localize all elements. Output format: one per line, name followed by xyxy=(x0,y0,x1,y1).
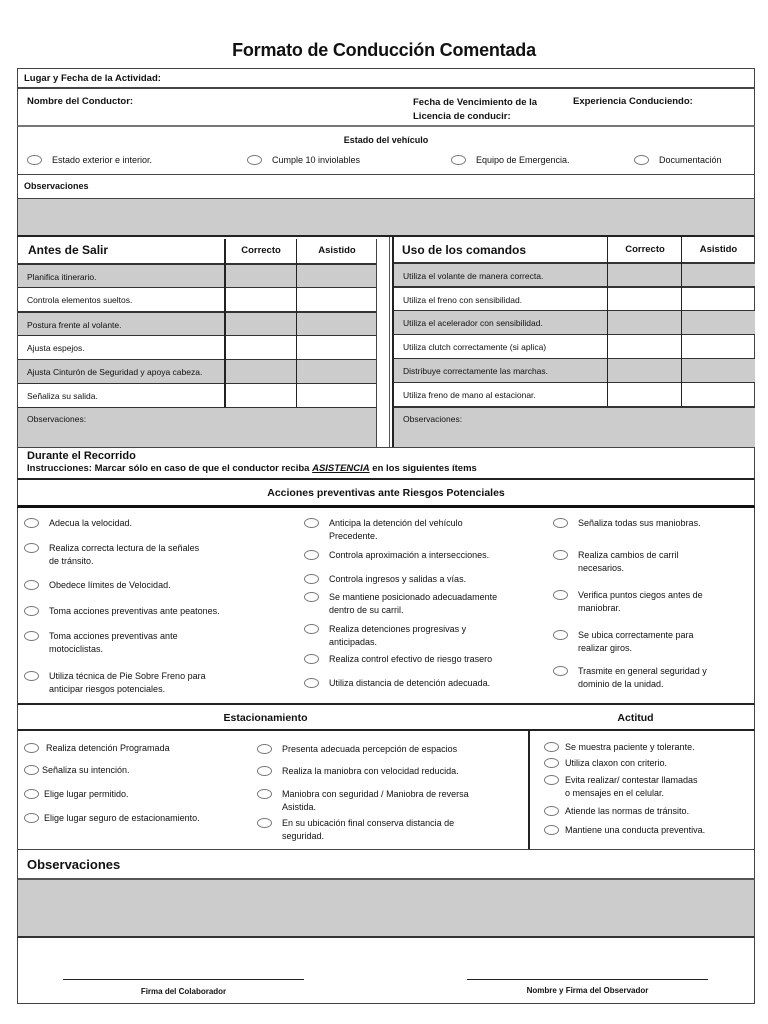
radio-circle-icon[interactable] xyxy=(304,624,319,634)
radio-circle-icon[interactable] xyxy=(304,550,319,560)
antes-de-salir-table xyxy=(17,237,376,447)
fecha-vencimiento-label xyxy=(413,96,537,124)
item-label: Realiza detenciones progresivas y anticipadas. xyxy=(329,624,467,647)
instructions-emphasis: ASISTENCIA xyxy=(312,463,370,474)
item-label: Trasmite en general seguridad y dominio de la unidad. xyxy=(578,666,707,689)
item-label: Controla aproximación a intersecciones. xyxy=(329,550,490,560)
item-label: Se ubica correctamente para realizar giros. xyxy=(578,630,694,653)
item-label: Toma acciones preventivas ante peatones. xyxy=(49,606,220,616)
checklist-item[interactable] xyxy=(24,605,220,618)
checklist-item[interactable] xyxy=(257,765,459,778)
estado-option-emergencia[interactable] xyxy=(451,154,570,167)
checklist-item[interactable] xyxy=(304,623,466,649)
page-title: Formato de Conducción Comentada xyxy=(232,40,536,60)
actitud-item[interactable] xyxy=(544,757,667,770)
instructions-text: Instrucciones: Marcar sólo en caso de que el conductor reciba xyxy=(27,463,313,474)
item-label: Atiende las normas de tránsito. xyxy=(565,806,690,816)
item-label: Realiza la maniobra con velocidad reducida. xyxy=(282,766,459,776)
item-label: Utiliza distancia de detención adecuada. xyxy=(329,678,491,688)
checklist-item[interactable] xyxy=(24,670,206,696)
item-label: Se muestra paciente y tolerante. xyxy=(565,742,695,752)
checklist-item[interactable] xyxy=(24,630,178,656)
checklist-item[interactable] xyxy=(24,788,129,801)
table-row xyxy=(394,334,755,358)
signature-area xyxy=(17,938,755,1004)
radio-circle-icon[interactable] xyxy=(304,654,319,664)
checklist-item[interactable] xyxy=(553,665,707,691)
observaciones-vehiculo-field[interactable] xyxy=(17,199,755,237)
radio-circle-icon[interactable] xyxy=(544,775,559,785)
radio-circle-icon[interactable] xyxy=(451,155,466,165)
uso-comandos-heading: Uso de los comandos xyxy=(402,243,527,257)
checklist-item[interactable] xyxy=(553,517,701,530)
acciones-preventivas-heading: Acciones preventivas ante Riesgos Potenciales xyxy=(267,487,505,499)
radio-circle-icon[interactable] xyxy=(24,518,39,528)
checklist-item[interactable] xyxy=(24,517,132,530)
radio-circle-icon[interactable] xyxy=(257,766,272,776)
actitud-item[interactable] xyxy=(544,774,698,800)
table-row xyxy=(394,286,755,310)
table-row xyxy=(18,359,377,383)
actitud-item[interactable] xyxy=(544,824,705,837)
radio-circle-icon[interactable] xyxy=(304,678,319,688)
option-label: Documentación xyxy=(659,155,722,165)
row-label: Utiliza el freno con sensibilidad. xyxy=(403,295,523,305)
item-label: Toma acciones preventivas ante motociclistas. xyxy=(49,631,178,654)
row-label: Distribuye correctamente las marchas. xyxy=(403,366,549,376)
row-label: Controla elementos sueltos. xyxy=(27,295,133,305)
table-row xyxy=(394,358,755,382)
radio-circle-icon[interactable] xyxy=(304,592,319,602)
instructions-text: en los siguientes ítems xyxy=(369,463,477,474)
conductor-info-row xyxy=(17,89,755,127)
checklist-item[interactable] xyxy=(24,742,170,755)
fecha-vencimiento-line1: Fecha de Vencimiento de la xyxy=(413,97,538,108)
row-label: Ajusta espejos. xyxy=(27,343,85,353)
estado-vehiculo-section xyxy=(17,127,755,175)
item-label: Presenta adecuada percepción de espacios xyxy=(282,744,458,754)
item-label: Realiza detención Programada xyxy=(46,743,170,753)
radio-circle-icon[interactable] xyxy=(247,155,262,165)
observaciones-label: Observaciones xyxy=(24,181,89,191)
item-label: Mantiene una conducta preventiva. xyxy=(565,825,706,835)
table-row xyxy=(18,287,377,311)
checklist-item[interactable] xyxy=(553,549,679,575)
col-asistido: Asistido xyxy=(699,244,738,255)
row-label: Planifica itinerario. xyxy=(27,272,97,282)
table-row xyxy=(18,383,377,407)
col-correcto: Correcto xyxy=(625,244,665,255)
uso-observaciones-field[interactable] xyxy=(394,406,755,447)
item-label: Obedece límites de Velocidad. xyxy=(49,580,171,590)
radio-circle-icon[interactable] xyxy=(544,825,559,835)
firma-colaborador-label: Firma del Colaborador xyxy=(140,987,227,996)
estacionamiento-heading: Estacionamiento xyxy=(223,712,308,724)
estado-vehiculo-heading: Estado del vehículo xyxy=(343,135,429,145)
observaciones-vehiculo-header xyxy=(17,175,755,199)
checklist-item[interactable] xyxy=(304,517,463,543)
row-label: Utiliza el volante de manera correcta. xyxy=(403,271,544,281)
radio-circle-icon[interactable] xyxy=(553,518,568,528)
radio-circle-icon[interactable] xyxy=(24,743,39,753)
radio-circle-icon[interactable] xyxy=(553,590,568,600)
option-label: Equipo de Emergencia. xyxy=(476,155,570,165)
row-label: Postura frente al volante. xyxy=(27,320,122,330)
item-label: Adecua la velocidad. xyxy=(49,518,133,528)
experiencia-label: Experiencia Conduciendo: xyxy=(573,96,693,107)
item-label: Utiliza claxon con criterio. xyxy=(565,758,668,768)
observaciones-final-field[interactable] xyxy=(17,880,755,938)
item-label: Evita realizar/ contestar llamadas o mensajes en el celular. xyxy=(565,775,698,798)
table-row xyxy=(394,310,755,334)
actitud-heading: Actitud xyxy=(617,712,654,724)
checklist-item[interactable] xyxy=(24,812,200,825)
checklist-item[interactable] xyxy=(304,573,466,586)
col-asistido: Asistido xyxy=(318,245,356,256)
item-label: Controla ingresos y salidas a vías. xyxy=(329,574,467,584)
radio-circle-icon[interactable] xyxy=(553,630,568,640)
observaciones-label: Observaciones: xyxy=(27,414,87,424)
radio-circle-icon[interactable] xyxy=(257,789,272,799)
actitud-item[interactable] xyxy=(544,805,689,818)
checklist-item[interactable] xyxy=(304,653,492,666)
estacionamiento-body xyxy=(17,731,755,850)
radio-circle-icon[interactable] xyxy=(304,574,319,584)
estado-option-documentacion[interactable] xyxy=(634,154,722,167)
durante-recorrido-instructions xyxy=(27,463,477,474)
observaciones-label: Observaciones: xyxy=(403,414,463,424)
radio-circle-icon[interactable] xyxy=(24,580,39,590)
radio-circle-icon[interactable] xyxy=(553,666,568,676)
checklist-item[interactable] xyxy=(553,589,703,615)
option-label: Cumple 10 inviolables xyxy=(272,155,361,165)
item-label: Anticipa la detención del vehículo Precedente. xyxy=(329,518,463,541)
checklist-item[interactable] xyxy=(24,542,199,568)
lugar-fecha-field[interactable] xyxy=(17,68,755,89)
observaciones-final-header xyxy=(17,850,755,880)
option-label: Estado exterior e interior. xyxy=(52,155,153,165)
radio-circle-icon[interactable] xyxy=(257,818,272,828)
checklist-item[interactable] xyxy=(257,743,457,756)
radio-circle-icon[interactable] xyxy=(634,155,649,165)
observador-signature-line[interactable] xyxy=(467,979,708,980)
checklist-item[interactable] xyxy=(304,549,489,562)
radio-circle-icon[interactable] xyxy=(553,550,568,560)
fecha-vencimiento-line2: Licencia de conducir: xyxy=(413,111,511,122)
item-label: En su ubicación final conserva distancia de seguridad. xyxy=(282,818,455,841)
radio-circle-icon[interactable] xyxy=(24,765,39,775)
checklist-item[interactable] xyxy=(24,764,130,777)
firma-observador-label: Nombre y Firma del Observador xyxy=(526,986,649,995)
antes-de-salir-heading: Antes de Salir xyxy=(28,243,109,257)
radio-circle-icon[interactable] xyxy=(24,813,39,823)
radio-circle-icon[interactable] xyxy=(544,806,559,816)
col-correcto: Correcto xyxy=(241,245,281,256)
table-row xyxy=(18,335,377,359)
nombre-conductor-label: Nombre del Conductor: xyxy=(27,96,134,107)
row-label: Señaliza su salida. xyxy=(27,391,98,401)
radio-circle-icon[interactable] xyxy=(24,606,39,616)
checklist-item[interactable] xyxy=(257,788,469,814)
durante-recorrido-section xyxy=(17,447,755,480)
item-label: Elige lugar permitido. xyxy=(44,789,129,799)
radio-circle-icon[interactable] xyxy=(544,742,559,752)
table-row xyxy=(18,263,377,287)
checklist-item[interactable] xyxy=(24,579,171,592)
radio-circle-icon[interactable] xyxy=(24,671,39,681)
actitud-item[interactable] xyxy=(544,741,695,754)
radio-circle-icon[interactable] xyxy=(544,758,559,768)
radio-circle-icon[interactable] xyxy=(24,543,39,553)
observaciones-final-heading: Observaciones xyxy=(27,857,121,872)
row-label: Ajusta Cinturón de Seguridad y apoya cabeza. xyxy=(27,367,203,377)
antes-observaciones-field[interactable] xyxy=(18,407,377,447)
radio-circle-icon[interactable] xyxy=(257,744,272,754)
item-label: Se mantiene posicionado adecuadamente dentro de su carril. xyxy=(329,592,498,615)
item-label: Verifica puntos ciegos antes de maniobrar. xyxy=(578,590,703,613)
radio-circle-icon[interactable] xyxy=(304,518,319,528)
item-label: Señaliza todas sus maniobras. xyxy=(578,518,701,528)
item-label: Maniobra con seguridad / Maniobra de reversa Asistida. xyxy=(282,789,469,812)
row-label: Utiliza clutch correctamente (si aplica) xyxy=(403,342,547,352)
item-label: Realiza correcta lectura de la señales de tránsito. xyxy=(49,543,200,566)
estado-option-inviolables[interactable] xyxy=(247,154,360,167)
acciones-preventivas-body xyxy=(17,508,755,705)
colaborador-signature-line[interactable] xyxy=(63,979,304,980)
radio-circle-icon[interactable] xyxy=(27,155,42,165)
table-row xyxy=(394,382,755,406)
radio-circle-icon[interactable] xyxy=(24,789,39,799)
uso-comandos-header xyxy=(394,237,755,262)
checklist-item[interactable] xyxy=(304,591,497,617)
checklist-item[interactable] xyxy=(553,629,694,655)
lugar-fecha-label: Lugar y Fecha de la Actividad: xyxy=(24,73,161,84)
item-label: Señaliza su intención. xyxy=(42,765,130,775)
antes-de-salir-header xyxy=(18,237,377,263)
durante-recorrido-heading: Durante el Recorrido xyxy=(27,450,136,462)
item-label: Utiliza técnica de Pie Sobre Freno para anticipar riesgos potenciales. xyxy=(49,671,206,694)
uso-comandos-table xyxy=(392,237,755,447)
table-row xyxy=(394,262,755,286)
item-label: Elige lugar seguro de estacionamiento. xyxy=(44,813,200,823)
row-label: Utiliza el acelerador con sensibilidad. xyxy=(403,318,543,328)
row-label: Utiliza freno de mano al estacionar. xyxy=(403,390,536,400)
radio-circle-icon[interactable] xyxy=(24,631,39,641)
estado-option-exterior[interactable] xyxy=(27,154,152,167)
item-label: Realiza control efectivo de riesgo trasero xyxy=(329,654,493,664)
table-row xyxy=(18,311,377,335)
estacionamiento-actitud-header xyxy=(17,705,755,731)
acciones-preventivas-header xyxy=(17,480,755,508)
checklist-item[interactable] xyxy=(257,817,454,843)
item-label: Realiza cambios de carril necesarios. xyxy=(578,550,679,573)
checklist-item[interactable] xyxy=(304,677,490,690)
